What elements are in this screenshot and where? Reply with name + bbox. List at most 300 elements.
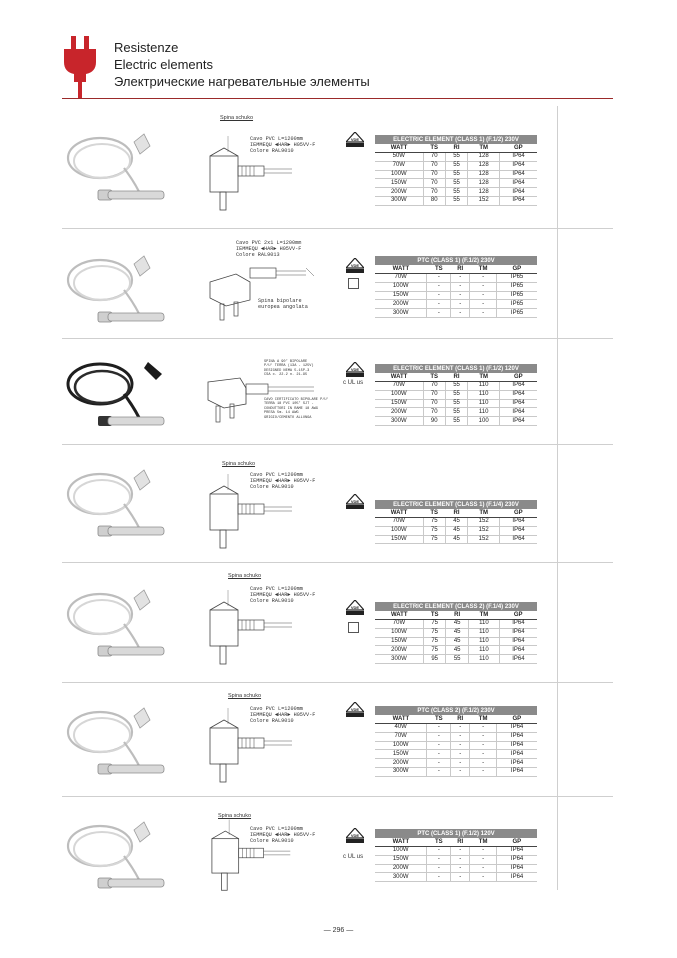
- spec-table: [375, 500, 537, 544]
- column-header-ts: TS: [427, 838, 451, 847]
- table-row: [375, 408, 537, 417]
- cell-ri: 45: [446, 637, 468, 646]
- cell-tm: -: [470, 847, 497, 856]
- drawing-cable-spec: Cavo PVC L=1200mm IEMMEQU ◄HAR► H05VV-F Colore RAL9010: [250, 826, 316, 845]
- product-section-7: [62, 796, 557, 896]
- cell-tm: -: [470, 864, 497, 873]
- cell-gp: IP64: [500, 390, 537, 399]
- column-header-tm: TM: [470, 838, 497, 847]
- column-header-tm: TM: [468, 509, 500, 518]
- table-row: [375, 646, 537, 655]
- column-header-ri: RI: [446, 611, 468, 620]
- cell-watt: 150W: [375, 750, 427, 759]
- cell-gp: IP64: [497, 847, 537, 856]
- cell-watt: 200W: [375, 864, 427, 873]
- table-row: [375, 535, 537, 544]
- cell-tm: -: [470, 767, 497, 776]
- cell-ts: 80: [423, 196, 445, 205]
- drawing-label-plug: Spina schuko: [218, 813, 252, 819]
- cell-gp: IP64: [500, 179, 537, 188]
- cell-watt: 70W: [375, 732, 427, 741]
- cell-watt: 300W: [375, 767, 427, 776]
- cell-watt: 300W: [375, 655, 423, 664]
- cell-watt: 200W: [375, 646, 423, 655]
- drawing-label-plug: Spina schuko: [228, 693, 262, 699]
- cell-ri: -: [451, 873, 470, 882]
- column-header-ri: RI: [445, 144, 467, 153]
- cell-tm: 100: [468, 417, 500, 426]
- cell-watt: 150W: [375, 855, 427, 864]
- cell-ri: 55: [445, 161, 467, 170]
- cell-ts: -: [427, 855, 451, 864]
- vde-mark-icon: [346, 828, 364, 843]
- vde-mark-icon: [346, 600, 364, 615]
- cell-tm: 152: [468, 526, 500, 535]
- cell-tm: 128: [468, 161, 500, 170]
- cell-ri: 55: [445, 196, 467, 205]
- header-rule: [62, 98, 613, 99]
- ul-certification-mark: c UL us: [343, 854, 364, 860]
- cell-ri: 45: [445, 526, 467, 535]
- cell-gp: IP64: [500, 518, 537, 527]
- drawing-label-plug: Spina schuko: [220, 115, 254, 121]
- cell-ri: 45: [446, 628, 468, 637]
- cell-tm: 110: [468, 620, 499, 629]
- column-header-gp: GP: [500, 373, 537, 382]
- cell-ts: 70: [423, 399, 445, 408]
- product-photo-icon: [64, 464, 168, 544]
- cell-watt: 70W: [375, 161, 423, 170]
- vde-mark-icon: [346, 494, 364, 509]
- cell-ts: 70: [423, 153, 445, 162]
- cell-ri: 55: [445, 170, 467, 179]
- table-row: [375, 637, 537, 646]
- plug-icon: [62, 36, 98, 98]
- cell-ri: 55: [445, 390, 467, 399]
- cell-ri: 45: [445, 518, 467, 527]
- product-section-5: [62, 562, 557, 682]
- cell-ri: -: [451, 282, 470, 291]
- cell-watt: 150W: [375, 535, 423, 544]
- column-header-ts: TS: [423, 509, 445, 518]
- cell-tm: 152: [468, 196, 500, 205]
- column-header-gp: GP: [497, 265, 537, 274]
- product-section-6: [62, 682, 557, 796]
- cell-ts: 75: [423, 535, 445, 544]
- cell-ri: -: [451, 855, 470, 864]
- cell-watt: 40W: [375, 724, 427, 733]
- cell-gp: IP65: [497, 309, 537, 318]
- title-italian: Resistenze: [114, 40, 179, 55]
- cell-watt: 100W: [375, 526, 423, 535]
- table-row: [375, 724, 537, 733]
- drawing-cable-spec: Cavo PVC L=1200mm IEMMEQU ◄HAR► H05VV-F Colore RAL9010: [250, 136, 316, 155]
- cell-watt: 200W: [375, 188, 423, 197]
- cell-tm: 110: [468, 382, 500, 391]
- cell-ri: 55: [445, 153, 467, 162]
- table-row: [375, 741, 537, 750]
- vde-mark-icon: [346, 132, 364, 147]
- cell-gp: IP64: [499, 637, 537, 646]
- drawing-cable-spec: Cavo PVC L=1200mm IEMMEQU ◄HAR► H05VV-F Colore RAL9010: [250, 472, 316, 491]
- table-row: [375, 628, 537, 637]
- drawing-label-plug: Spina schuko: [228, 573, 262, 579]
- product-photo-icon: [64, 250, 168, 330]
- product-section-3: [62, 338, 557, 444]
- cell-ri: 55: [445, 408, 467, 417]
- cell-tm: -: [470, 300, 497, 309]
- cell-ts: -: [427, 282, 451, 291]
- spec-table: [375, 829, 537, 882]
- class-2-double-insulation-icon: [348, 278, 359, 289]
- cell-gp: IP64: [500, 161, 537, 170]
- cell-ts: 70: [423, 390, 445, 399]
- table-row: [375, 399, 537, 408]
- cell-gp: IP64: [497, 750, 537, 759]
- cell-watt: 300W: [375, 196, 423, 205]
- cell-watt: 150W: [375, 399, 423, 408]
- spec-table: [375, 602, 537, 664]
- table-row: [375, 620, 537, 629]
- table-row: [375, 518, 537, 527]
- table-row: [375, 382, 537, 391]
- cell-tm: 110: [468, 637, 499, 646]
- spec-table-title: ELECTRIC ELEMENT (CLASS 2) (F.1/4) 230V: [375, 602, 537, 611]
- cell-tm: 110: [468, 399, 500, 408]
- cell-gp: IP64: [499, 628, 537, 637]
- vde-mark-icon: [346, 258, 364, 273]
- cell-ri: 55: [445, 382, 467, 391]
- column-header-gp: GP: [500, 144, 537, 153]
- cell-ts: 95: [423, 655, 445, 664]
- cell-gp: IP64: [497, 741, 537, 750]
- cell-ri: 55: [445, 399, 467, 408]
- cell-ts: -: [427, 291, 451, 300]
- cell-tm: -: [470, 855, 497, 864]
- cell-ts: 70: [423, 188, 445, 197]
- column-header-watt: WATT: [375, 715, 427, 724]
- table-row: [375, 291, 537, 300]
- cell-ri: -: [451, 300, 470, 309]
- cell-ts: -: [427, 750, 451, 759]
- cell-tm: -: [470, 750, 497, 759]
- cell-tm: 128: [468, 179, 500, 188]
- cell-tm: -: [470, 282, 497, 291]
- cell-watt: 70W: [375, 518, 423, 527]
- cell-watt: 50W: [375, 153, 423, 162]
- table-row: [375, 655, 537, 664]
- column-header-watt: WATT: [375, 838, 427, 847]
- cell-ts: 70: [423, 408, 445, 417]
- cell-tm: -: [470, 724, 497, 733]
- cell-gp: IP65: [497, 291, 537, 300]
- cell-ts: -: [427, 864, 451, 873]
- cell-watt: 300W: [375, 309, 427, 318]
- cell-gp: IP64: [497, 732, 537, 741]
- cell-ri: -: [451, 741, 470, 750]
- cell-ri: 55: [445, 417, 467, 426]
- product-section-2: [62, 228, 557, 338]
- cell-watt: 300W: [375, 417, 423, 426]
- cell-ts: 70: [423, 382, 445, 391]
- column-header-gp: GP: [497, 838, 537, 847]
- cell-ri: -: [451, 724, 470, 733]
- schuko-plug-drawing-icon: [208, 810, 298, 896]
- table-row: [375, 750, 537, 759]
- cell-gp: IP64: [500, 417, 537, 426]
- cell-ri: -: [451, 767, 470, 776]
- column-header-watt: WATT: [375, 611, 423, 620]
- column-header-ri: RI: [451, 265, 470, 274]
- cell-watt: 100W: [375, 741, 427, 750]
- spec-table-title: ELECTRIC ELEMENT (CLASS 1) (F.1/4) 230V: [375, 500, 537, 509]
- drawing-cable-spec: Cavo PVC L=1200mm IEMMEQU ◄HAR► H05VV-F Colore RAL9010: [250, 586, 316, 605]
- cell-watt: 70W: [375, 382, 423, 391]
- table-row: [375, 153, 537, 162]
- cell-ri: 45: [446, 646, 468, 655]
- table-row: [375, 767, 537, 776]
- cell-ts: 75: [423, 637, 445, 646]
- table-row: [375, 526, 537, 535]
- cell-gp: IP65: [497, 282, 537, 291]
- column-header-ri: RI: [445, 373, 467, 382]
- product-photo-icon: [64, 702, 168, 782]
- column-header-ri: RI: [445, 509, 467, 518]
- column-header-ts: TS: [423, 373, 445, 382]
- drawing-label-plug: Spina schuko: [222, 461, 256, 467]
- cell-watt: 150W: [375, 637, 423, 646]
- cell-watt: 150W: [375, 179, 423, 188]
- spec-table: [375, 135, 537, 206]
- column-header-watt: WATT: [375, 265, 427, 274]
- cell-watt: 300W: [375, 873, 427, 882]
- cell-gp: IP64: [500, 535, 537, 544]
- cell-tm: -: [470, 309, 497, 318]
- table-row: [375, 390, 537, 399]
- cell-tm: -: [470, 274, 497, 283]
- cell-gp: IP64: [497, 855, 537, 864]
- bipolar-plug-drawing-icon: [206, 238, 318, 328]
- table-row: [375, 161, 537, 170]
- cell-gp: IP64: [500, 153, 537, 162]
- cell-tm: 128: [468, 188, 500, 197]
- cell-ts: 75: [423, 646, 445, 655]
- cell-watt: 200W: [375, 300, 427, 309]
- cell-tm: 110: [468, 628, 499, 637]
- cell-watt: 70W: [375, 620, 423, 629]
- spec-table: [375, 364, 537, 426]
- cell-ri: 45: [446, 620, 468, 629]
- column-header-ri: RI: [451, 838, 470, 847]
- cell-ts: 75: [423, 620, 445, 629]
- cell-gp: IP64: [499, 655, 537, 664]
- drawing-cable-spec: Cavo PVC 2x1 L=1200mm IEMMEQU ◄HAR► H05VV-F Colore RAL9013: [236, 240, 302, 259]
- cell-ri: -: [451, 274, 470, 283]
- vde-mark-icon: [346, 702, 364, 717]
- schuko-plug-drawing-icon: [208, 464, 298, 554]
- column-header-ts: TS: [423, 144, 445, 153]
- table-row: [375, 732, 537, 741]
- column-header-ri: RI: [451, 715, 470, 724]
- cell-watt: 150W: [375, 291, 427, 300]
- table-row: [375, 300, 537, 309]
- cell-ts: -: [427, 767, 451, 776]
- cell-gp: IP64: [500, 382, 537, 391]
- cell-ri: -: [451, 291, 470, 300]
- cell-ri: -: [451, 759, 470, 768]
- cell-gp: IP64: [497, 759, 537, 768]
- cell-ts: -: [427, 741, 451, 750]
- drawing-plug-label: Spina bipolare europea angolata: [258, 298, 308, 311]
- drawing-plug-spec: SPINA A 90° BIPOLARE P/U' TERRA (13A - 125V) DESIGNED NEMA 5-15P-3 CSA c. 22.2 n. 21-95: [264, 360, 314, 378]
- table-row: [375, 188, 537, 197]
- cell-ri: -: [451, 309, 470, 318]
- cell-tm: -: [470, 732, 497, 741]
- table-row: [375, 855, 537, 864]
- table-row: [375, 309, 537, 318]
- cell-ts: -: [427, 732, 451, 741]
- cell-ts: -: [427, 274, 451, 283]
- spec-table-title: PTC (CLASS 1) (F.1/2) 230V: [375, 256, 537, 265]
- drawing-cable-spec: Cavo PVC L=1200mm IEMMEQU ◄HAR► H05VV-F Colore RAL9010: [250, 706, 316, 725]
- page-number: — 296 —: [323, 927, 354, 934]
- cell-tm: -: [470, 741, 497, 750]
- table-row: [375, 170, 537, 179]
- cell-tm: 152: [468, 535, 500, 544]
- title-russian: Электрические нагревательные элементы: [114, 74, 370, 89]
- cell-tm: 110: [468, 390, 500, 399]
- cell-ri: -: [451, 847, 470, 856]
- cell-gp: IP64: [497, 864, 537, 873]
- cell-gp: IP64: [499, 646, 537, 655]
- column-header-gp: GP: [499, 611, 537, 620]
- cell-ts: 90: [423, 417, 445, 426]
- cell-ri: -: [451, 732, 470, 741]
- cell-gp: IP64: [500, 196, 537, 205]
- cell-watt: 70W: [375, 274, 427, 283]
- cell-ts: 70: [423, 161, 445, 170]
- spec-table-title: PTC (CLASS 1) (F.1/2) 120V: [375, 829, 537, 838]
- column-header-ts: TS: [423, 611, 445, 620]
- cell-ts: 70: [423, 170, 445, 179]
- product-photo-icon: [64, 128, 168, 208]
- cell-gp: IP64: [497, 724, 537, 733]
- cell-ri: 45: [445, 535, 467, 544]
- cell-tm: -: [470, 291, 497, 300]
- spec-table-title: PTC (CLASS 2) (F.1/2) 230V: [375, 706, 537, 715]
- cell-tm: 128: [468, 153, 500, 162]
- cell-gp: IP65: [497, 300, 537, 309]
- spec-table: [375, 706, 537, 777]
- column-header-tm: TM: [468, 373, 500, 382]
- cell-watt: 100W: [375, 847, 427, 856]
- cell-gp: IP64: [497, 873, 537, 882]
- cell-ts: -: [427, 300, 451, 309]
- cell-gp: IP64: [500, 526, 537, 535]
- column-header-tm: TM: [468, 144, 500, 153]
- cell-ts: 75: [423, 628, 445, 637]
- product-section-4: [62, 444, 557, 562]
- table-row: [375, 179, 537, 188]
- product-photo-icon: [64, 816, 168, 896]
- column-header-watt: WATT: [375, 509, 423, 518]
- cell-tm: 152: [468, 518, 500, 527]
- class-2-double-insulation-icon: [348, 622, 359, 633]
- cell-ri: 55: [445, 188, 467, 197]
- cell-ri: -: [451, 750, 470, 759]
- cell-ts: -: [427, 309, 451, 318]
- schuko-plug-drawing-icon: [208, 698, 298, 788]
- cell-tm: 128: [468, 170, 500, 179]
- cell-gp: IP64: [500, 170, 537, 179]
- cell-ts: -: [427, 873, 451, 882]
- table-row: [375, 847, 537, 856]
- cell-ri: -: [451, 864, 470, 873]
- cell-gp: IP64: [500, 188, 537, 197]
- column-header-ts: TS: [427, 715, 451, 724]
- product-photo-icon: [64, 584, 168, 664]
- cell-watt: 200W: [375, 759, 427, 768]
- spec-table: [375, 256, 537, 318]
- right-margin-rule: [557, 106, 558, 890]
- table-row: [375, 282, 537, 291]
- cell-ts: 75: [423, 518, 445, 527]
- cell-ts: -: [427, 724, 451, 733]
- vde-mark-icon: [346, 362, 364, 377]
- cell-ts: -: [427, 847, 451, 856]
- cell-gp: IP64: [499, 620, 537, 629]
- column-header-watt: WATT: [375, 373, 423, 382]
- column-header-tm: TM: [470, 715, 497, 724]
- ul-certification-mark: c UL us: [343, 380, 364, 386]
- cell-tm: 110: [468, 408, 500, 417]
- product-section-1: [62, 106, 557, 228]
- schuko-plug-drawing-icon: [208, 580, 298, 670]
- column-header-watt: WATT: [375, 144, 423, 153]
- cell-tm: -: [470, 873, 497, 882]
- column-header-tm: TM: [470, 265, 497, 274]
- cell-gp: IP65: [497, 274, 537, 283]
- page-title: [114, 39, 370, 90]
- spec-table-title: ELECTRIC ELEMENT (CLASS 1) (F.1/2) 120V: [375, 364, 537, 373]
- column-header-ts: TS: [427, 265, 451, 274]
- cell-ts: 70: [423, 179, 445, 188]
- table-row: [375, 417, 537, 426]
- table-row: [375, 759, 537, 768]
- cell-gp: IP64: [500, 399, 537, 408]
- cell-ts: 75: [423, 526, 445, 535]
- drawing-cable-spec: CAVO CERTIFICATO BIPOLARE P/U' TERRA 18 PVC 105° SJT - CONDUTTORI IN RAME 18 AWG PRESA 5m. 14 AWG GRIGIO/CEMENTO ALLUNGA: [264, 398, 329, 420]
- spec-table-title: ELECTRIC ELEMENT (CLASS 1) (F.1/2) 230V: [375, 135, 537, 144]
- cell-tm: -: [470, 759, 497, 768]
- cell-watt: 100W: [375, 628, 423, 637]
- cell-ri: 55: [446, 655, 468, 664]
- column-header-gp: GP: [500, 509, 537, 518]
- cell-tm: 110: [468, 646, 499, 655]
- cell-watt: 100W: [375, 282, 427, 291]
- cell-watt: 200W: [375, 408, 423, 417]
- table-row: [375, 873, 537, 882]
- cell-gp: IP64: [497, 767, 537, 776]
- cell-ts: -: [427, 759, 451, 768]
- column-header-tm: TM: [468, 611, 499, 620]
- column-header-gp: GP: [497, 715, 537, 724]
- cell-watt: 100W: [375, 170, 423, 179]
- schuko-plug-drawing-icon: [208, 126, 298, 216]
- table-row: [375, 274, 537, 283]
- cell-watt: 100W: [375, 390, 423, 399]
- cell-ri: 55: [445, 179, 467, 188]
